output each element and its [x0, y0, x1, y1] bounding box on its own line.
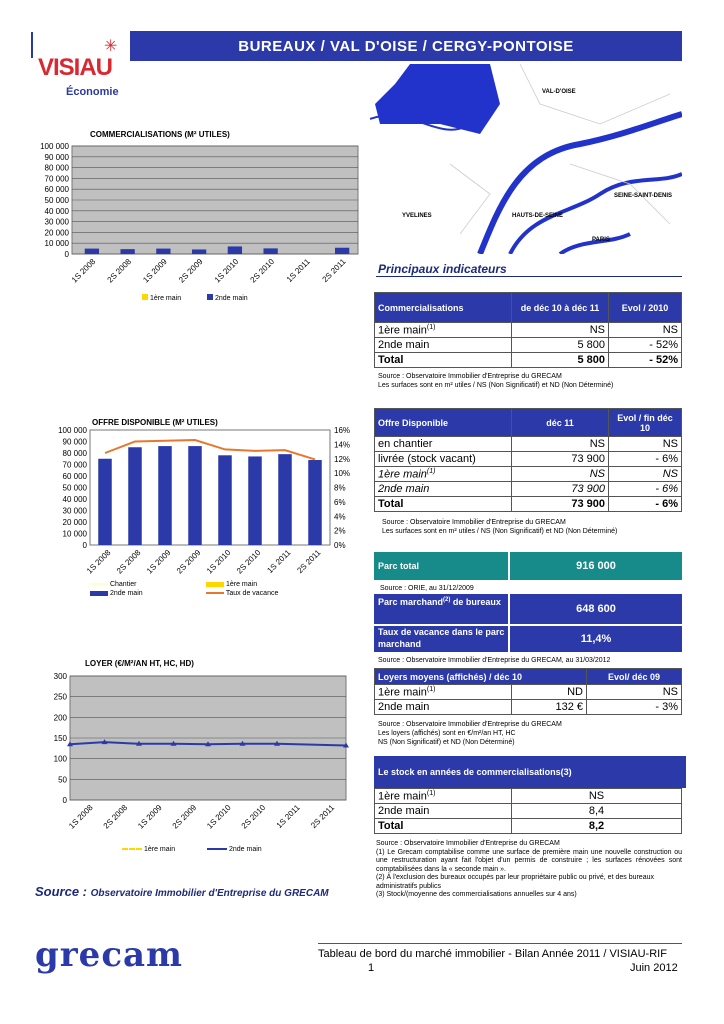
y-tick-label: 80 000	[44, 163, 69, 173]
parc-marchand-value-text: 648 600	[576, 603, 616, 615]
chart3-legend	[122, 845, 262, 854]
bar-2nde-main	[98, 459, 112, 545]
table-offre-disponible	[374, 408, 682, 512]
x-tick-label: 2S 2009	[170, 803, 199, 831]
x-tick-label: 2S 2008	[105, 257, 134, 285]
table2-source	[382, 518, 617, 536]
parc-total-value	[510, 552, 682, 580]
row-label: en chantier	[375, 437, 512, 452]
row-value: NS	[512, 467, 609, 482]
y-tick-label: 70 000	[62, 460, 87, 470]
table-row-total	[375, 353, 682, 368]
legend-swatch-vacance	[206, 592, 224, 594]
taux-vacance-value-text: 11,4%	[580, 633, 612, 645]
chart2-title: OFFRE DISPONIBLE (M² UTILES)	[92, 418, 218, 427]
y-tick-label: 90 000	[44, 152, 69, 162]
x-tick-label: 1S 2010	[205, 803, 233, 831]
legend-swatch-1ere-2	[206, 582, 224, 587]
legend-label-1ere: 1ère main	[149, 295, 182, 302]
bar-2nde-main	[218, 455, 232, 545]
x-tick-label: 1S 2010	[204, 548, 233, 576]
table1-h3: Evol / 2010	[609, 293, 682, 323]
parc-total-label-text: Parc total	[378, 561, 420, 571]
row-sup: (1)	[426, 789, 436, 797]
y2-tick-label: 8%	[334, 483, 346, 493]
bar-2nde-main	[120, 249, 134, 254]
row-label: 2nde main	[375, 338, 512, 353]
table3-source	[378, 720, 562, 747]
row-value: 73 900	[512, 452, 609, 467]
legend-label-chantier: Chantier	[109, 581, 137, 588]
table3-source-line: Source : Observatoire Immobilier d'Entreprise du GRECAM	[378, 721, 562, 728]
row-evol: - 6%	[609, 482, 682, 497]
legend-swatch-chantier	[90, 583, 108, 585]
x-tick-label: 2S 2010	[248, 257, 277, 285]
x-tick-label: 2S 2008	[114, 548, 143, 576]
y-tick-label: 10 000	[44, 239, 69, 249]
parc-total-source: Source : ORIE, au 31/12/2009	[380, 585, 474, 592]
x-tick-label: 1S 2008	[67, 803, 95, 831]
row-sup: (1)	[426, 685, 436, 693]
parc-marchand-sup: (2)	[443, 597, 451, 603]
y-tick-label: 60 000	[62, 472, 87, 481]
footnote-2: (2) À l'exclusion des bureaux occupés par leur propriétaire public ou privé, et des bureaux administratifs publics	[376, 874, 654, 890]
y2-tick-label: 4%	[334, 512, 346, 522]
y-tick-label: 80 000	[62, 449, 87, 458]
legend-label-1ere-2: 1ère main	[225, 581, 258, 588]
legend-swatch-2nde	[207, 294, 213, 300]
logo-accent-bar	[31, 32, 33, 58]
row-evol: - 6%	[609, 497, 682, 512]
bar-2nde-main	[263, 248, 277, 254]
taux-vacance-label-text: Taux de vacance dans le parc marchand	[378, 627, 505, 649]
bar-2nde-main	[278, 454, 292, 545]
main-source	[35, 884, 329, 899]
chart-offre-disponible	[30, 426, 370, 581]
table-row	[375, 789, 682, 804]
plot-area	[90, 430, 330, 545]
y-tick-label: 200	[53, 713, 67, 723]
y-tick-label: 30 000	[44, 217, 69, 227]
y-tick-label: 20 000	[62, 518, 87, 527]
legend-label-2nde-3: 2nde main	[229, 846, 262, 853]
table-loyers	[374, 668, 682, 715]
row-evol: NS	[609, 323, 682, 338]
bar-2nde-main	[156, 249, 170, 254]
logo-star-icon: ✳	[104, 38, 118, 55]
bar-2nde-main	[158, 446, 172, 545]
table1-source-line: Source : Observatoire Immobilier d'Entreprise du GRECAM	[378, 373, 562, 380]
x-tick-label: 1S 2009	[144, 548, 173, 576]
x-tick-label: 1S 2011	[274, 803, 302, 831]
row-sup: (1)	[426, 323, 436, 331]
chart-loyer	[30, 666, 360, 841]
table-row	[375, 482, 682, 497]
table-row	[375, 467, 682, 482]
row-value: 8,4	[512, 804, 682, 819]
x-tick-label: 2S 2011	[320, 257, 348, 285]
chart1-legend	[142, 294, 248, 303]
bar-2nde-main	[248, 456, 262, 545]
table1-h1: Commercialisations	[375, 293, 512, 323]
footnote-1: (1) Le Grecam comptabilise comme une surface de première main une nouvelle construction ou une restructuration ayant fait l'objet d'un permis de construire ; les surfaces rénovées sont comptabilisées dans la « seconde main ».	[376, 848, 682, 873]
table1-source	[378, 372, 613, 390]
table1-header	[375, 293, 682, 323]
row-value: NS	[512, 437, 609, 452]
row-value: 132 €	[512, 700, 587, 715]
row-evol: NS	[587, 685, 682, 700]
legend-swatch-2nde-2	[90, 591, 108, 596]
table2-h2: déc 11	[512, 409, 609, 437]
logo: VISIAU	[38, 54, 113, 81]
map-svg	[370, 64, 682, 254]
row-label: Total	[375, 497, 512, 512]
map-river-main	[480, 114, 682, 254]
row-label: 1ère main	[378, 686, 427, 699]
x-tick-label: 1S 2011	[284, 257, 312, 285]
chart-commercialisations	[30, 140, 360, 310]
map-cergy-region	[375, 64, 500, 134]
x-tick-label: 2S 2010	[234, 548, 263, 576]
table1-h2: de déc 10 à déc 11	[512, 293, 609, 323]
row-label: 1ère main	[378, 790, 427, 803]
parc-total-label	[374, 552, 508, 580]
table3-header	[375, 669, 682, 685]
x-tick-label: 2S 2009	[177, 257, 205, 285]
x-tick-label: 2S 2008	[101, 803, 130, 831]
y-tick-label: 30 000	[62, 506, 87, 516]
legend-label-2nde: 2nde main	[215, 295, 248, 302]
table-row	[375, 804, 682, 819]
table-stock	[374, 788, 682, 834]
footer-page: 1	[368, 962, 375, 974]
x-tick-label: 1S 2009	[141, 257, 169, 285]
location-map	[370, 64, 682, 254]
bar-2nde-main	[128, 447, 142, 545]
x-tick-label: 1S 2010	[212, 257, 241, 285]
row-label: 1ère main	[378, 324, 427, 337]
table2-header	[375, 409, 682, 437]
y-tick-label: 0	[82, 541, 87, 550]
stock-header	[374, 756, 686, 788]
row-label: Total	[375, 819, 512, 834]
table-row-total	[375, 819, 682, 834]
y2-tick-label: 0%	[334, 541, 346, 550]
row-evol: - 52%	[609, 353, 682, 368]
y-tick-label: 300	[53, 672, 67, 681]
y-tick-label: 100	[53, 754, 67, 764]
row-value: NS	[512, 323, 609, 338]
table-row	[375, 452, 682, 467]
row-label: 2nde main	[375, 700, 512, 715]
y-tick-label: 150	[53, 734, 67, 743]
grecam-logo: grecam	[35, 935, 184, 975]
table2-source-line: Source : Observatoire Immobilier d'Entreprise du GRECAM	[382, 519, 566, 526]
map-label-ssd: SEINE-SAINT-DENIS	[614, 193, 673, 199]
parc-marchand-text: Parc marchand	[378, 597, 444, 607]
table3-note1: Les loyers (affichés) sont en €/m²/an HT, HC	[378, 730, 516, 737]
table-row-total	[375, 497, 682, 512]
y2-tick-label: 16%	[334, 426, 351, 435]
parc-marchand-label	[374, 594, 508, 624]
legend-label-1ere-3: 1ère main	[143, 846, 176, 853]
y-tick-label: 0	[64, 250, 69, 259]
row-evol: - 6%	[609, 452, 682, 467]
map-label-valdoise: VAL-D'OISE	[542, 89, 576, 95]
row-evol: - 3%	[587, 700, 682, 715]
legend-label-vacance: Taux de vacance	[225, 590, 279, 597]
parc-total-value-text: 916 000	[576, 560, 616, 572]
logo-subtitle: Économie	[66, 86, 119, 98]
table2-note: Les surfaces sont en m² utiles / NS (Non Significatif) et ND (Non Déterminé)	[382, 528, 618, 535]
y-tick-label: 50 000	[44, 196, 69, 205]
map-label-hds: HAUTS-DE-SEINE	[512, 213, 564, 219]
x-tick-label: 1S 2009	[136, 803, 164, 831]
section-title: Principaux indicateurs	[378, 262, 507, 276]
table-row	[375, 323, 682, 338]
main-source-prefix: Source :	[35, 884, 88, 899]
parc-marchand-text2: de bureaux	[452, 597, 501, 607]
y-tick-label: 50	[58, 775, 67, 785]
bar-2nde-main	[188, 446, 202, 545]
map-label-paris: PARIS	[592, 237, 610, 243]
table-row	[375, 685, 682, 700]
section-divider	[376, 276, 682, 277]
y2-tick-label: 10%	[334, 469, 351, 479]
table2-h1: Offre Disponible	[375, 409, 512, 437]
bar-2nde-main	[335, 248, 349, 254]
y2-tick-label: 14%	[334, 440, 351, 450]
bar-2nde-main	[192, 249, 206, 254]
y-tick-label: 100 000	[58, 426, 87, 435]
y-tick-label: 60 000	[44, 185, 69, 195]
y2-tick-label: 6%	[334, 497, 346, 507]
row-label: 2nde main	[375, 804, 512, 819]
footer-text: Tableau de bord du marché immobilier - Bilan Année 2011 / VISIAU-RIF	[318, 948, 667, 960]
table3-note2: NS (Non Significatif) et ND (Non Déterminé)	[378, 739, 515, 746]
row-value: 8,2	[512, 819, 682, 834]
row-sup: (1)	[426, 467, 436, 475]
footer-date: Juin 2012	[630, 962, 678, 974]
table3-h1: Loyers moyens (affichés) / déc 10	[375, 669, 587, 685]
chart2-legend	[90, 580, 330, 598]
y-tick-label: 10 000	[62, 529, 87, 539]
x-tick-label: 1S 2008	[69, 257, 98, 285]
row-label: livrée (stock vacant)	[375, 452, 512, 467]
x-tick-label: 1S 2008	[84, 548, 113, 576]
row-value: 73 900	[512, 497, 609, 512]
y-tick-label: 40 000	[44, 206, 69, 216]
legend-swatch-1ere	[142, 294, 148, 300]
y-tick-label: 50 000	[62, 483, 87, 493]
footnotes	[376, 840, 682, 900]
x-tick-label: 2S 2011	[309, 803, 337, 831]
taux-vacance-label	[374, 626, 508, 652]
x-tick-label: 2S 2011	[295, 548, 323, 576]
table-row	[375, 700, 682, 715]
x-tick-label: 2S 2010	[239, 803, 268, 831]
row-label: 1ère main	[378, 468, 427, 481]
row-label: Total	[375, 353, 512, 368]
main-source-text: Observatoire Immobilier d'Entreprise du GRECAM	[90, 888, 329, 899]
taux-source: Source : Observatoire Immobilier d'Entreprise du GRECAM, au 31/03/2012	[378, 657, 611, 664]
page-title: BUREAUX / VAL D'OISE / CERGY-PONTOISE	[130, 31, 682, 61]
row-value: 5 800	[512, 338, 609, 353]
map-label-yvelines: YVELINES	[402, 213, 432, 219]
x-tick-label: 2S 2009	[174, 548, 203, 576]
y2-tick-label: 2%	[334, 526, 346, 536]
table2-h3: Evol / fin déc 10	[609, 409, 682, 437]
footer-divider	[318, 943, 682, 944]
row-evol: - 52%	[609, 338, 682, 353]
table1-note: Les surfaces sont en m² utiles / NS (Non Significatif) et ND (Non Déterminé)	[378, 382, 614, 389]
table-commercialisations	[374, 292, 682, 368]
chart3-title: LOYER (€/M²/AN HT, HC, HD)	[85, 659, 194, 668]
row-label: 2nde main	[375, 482, 512, 497]
legend-swatch-1ere-3	[122, 848, 142, 850]
row-value: NS	[512, 789, 682, 804]
bar-2nde-main	[308, 460, 322, 545]
table3-h3: Evol/ déc 09	[587, 669, 682, 685]
table-row	[375, 338, 682, 353]
y-tick-label: 100 000	[40, 142, 69, 151]
y-tick-label: 40 000	[62, 495, 87, 504]
bar-2nde-main	[85, 249, 99, 254]
legend-swatch-2nde-3	[207, 848, 227, 850]
taux-vacance-value	[510, 626, 682, 652]
parc-marchand-value	[510, 594, 682, 624]
bar-2nde-main	[228, 246, 242, 254]
footnote-source: Source : Observatoire Immobilier d'Entreprise du GRECAM	[376, 840, 560, 847]
y-tick-label: 250	[53, 692, 67, 702]
y-tick-label: 20 000	[44, 228, 69, 238]
row-value: 5 800	[512, 353, 609, 368]
row-evol: NS	[609, 467, 682, 482]
row-value: ND	[512, 685, 587, 700]
footnote-3: (3) Stock/(moyenne des commercialisations annuelles sur 4 ans)	[376, 891, 577, 898]
x-tick-label: 1S 2011	[265, 548, 293, 576]
y-tick-label: 0	[62, 796, 67, 805]
y2-tick-label: 12%	[334, 454, 351, 464]
row-value: 73 900	[512, 482, 609, 497]
legend-label-2nde-2: 2nde main	[109, 590, 143, 597]
table-row	[375, 437, 682, 452]
y-tick-label: 70 000	[44, 174, 69, 184]
stock-header-text: Le stock en années de commercialisations(3)	[378, 767, 572, 777]
row-evol: NS	[609, 437, 682, 452]
chart1-title: COMMERCIALISATIONS (M² UTILES)	[90, 130, 230, 139]
y-tick-label: 90 000	[62, 437, 87, 447]
